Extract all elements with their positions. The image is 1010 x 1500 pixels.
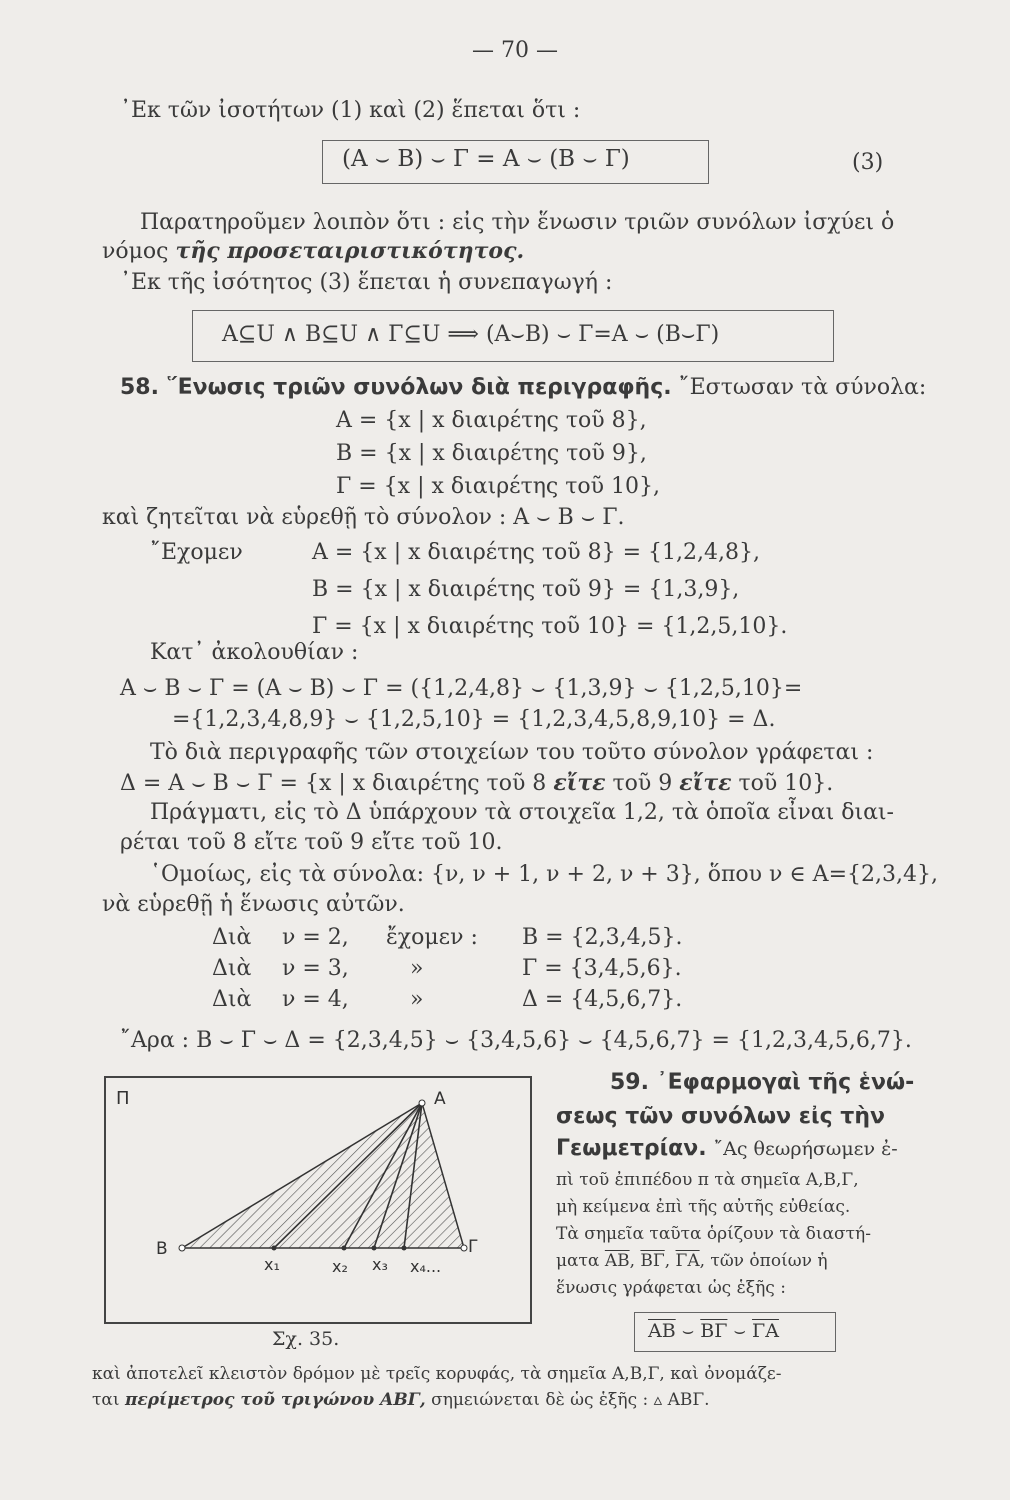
text-line: ματα $\overline{AB}$, $\overline{B\Gamma}$, $\overline{\Gamma A}$, τῶν ὁποίων ἡ [556, 1251, 828, 1271]
text-span: νόμος [102, 239, 176, 264]
text-line: Τὰ σημεῖα ταῦτα ὁρίζουν τὰ διαστή- [556, 1224, 871, 1244]
text-span: Δ = A ⌣ B ⌣ Γ = {x | x διαιρέτης τοῦ 8 [120, 771, 554, 796]
text-span: τοῦ 9 [605, 771, 680, 796]
point-A [419, 1100, 425, 1106]
point-x2 [342, 1246, 347, 1251]
res-B: B = {x | x διαιρέτης τοῦ 9} = {1,3,9}, [312, 577, 740, 602]
section-heading: Γεωμετρίαν. [556, 1136, 707, 1161]
segment-BG: $\overline{B\Gamma}$ [640, 1251, 665, 1271]
res-G: Γ = {x | x διαιρέτης τοῦ 10} = {1,2,5,10}. [312, 614, 788, 639]
text-line: ῾Ομοίως, εἰς τὰ σύνολα: {ν, ν + 1, ν + 2, ν + 3}, ὅπου ν ∈ A={2,3,4}, [150, 862, 938, 887]
union-line-2: ={1,2,3,4,8,9} ⌣ {1,2,5,10} = {1,2,3,4,5,8,9,10} = Δ. [172, 707, 776, 732]
formula-3: (A ⌣ B) ⌣ Γ = A ⌣ (B ⌣ Γ) [342, 146, 630, 172]
label-x1: x₁ [264, 1255, 280, 1274]
text-line [92, 1390, 710, 1410]
text-span: ῎Εχομεν [150, 540, 243, 565]
text-line: πὶ τοῦ ἐπιπέδου π τὰ σημεῖα A,B,Γ, [556, 1170, 859, 1190]
emphasis-text: περίμετρος τοῦ τριγώνου ABΓ, [124, 1390, 426, 1410]
union-operator: ⌣ [675, 1320, 701, 1342]
text-span: ῎Εστωσαν τὰ σύνολα: [678, 375, 927, 400]
text-line: ἕνωσις γράφεται ὡς ἑξῆς : [556, 1278, 786, 1298]
section-heading: 58. ῞Ενωσις τριῶν συνόλων διὰ περιγραφῆς. [120, 375, 672, 400]
text-span: , τῶν ὁποίων ἡ [699, 1251, 828, 1271]
union-operator: ⌣ [727, 1320, 753, 1342]
label-x2: x₂ [332, 1257, 348, 1276]
figure-caption: Σχ. 35. [272, 1328, 340, 1350]
figure-35 [104, 1076, 534, 1326]
dia-cond: ν = 2, [282, 925, 349, 950]
perigrafi-formula [120, 770, 833, 797]
text-line: ρέται τοῦ 8 εἴτε τοῦ 9 εἴτε τοῦ 10. [120, 830, 503, 855]
def-G: Γ = {x | x διαιρέτης τοῦ 10}, [336, 474, 661, 499]
label-A: A [434, 1089, 446, 1109]
text-line: ᾿Εκ τῆς ἰσότητος (3) ἕπεται ἡ συνεπαγωγή : [120, 270, 613, 295]
segment-BG: $\overline{B\Gamma}$ [700, 1320, 728, 1342]
section-heading: 59. ᾿Εφαρμογαὶ τῆς ἑνώ- [610, 1070, 915, 1095]
text-span: ματα [556, 1251, 605, 1271]
label-x3: x₃ [372, 1255, 388, 1274]
emphasis-text: τῆς προσεταιριστικότητος. [175, 238, 525, 264]
point-x3 [372, 1246, 377, 1251]
def-A: A = {x | x διαιρέτης τοῦ 8}, [336, 408, 647, 433]
segment-union-formula [648, 1320, 779, 1343]
label-plane: Π [116, 1088, 130, 1109]
section-59-line [556, 1136, 898, 1162]
text-line: καὶ ἀποτελεῖ κλειστὸν δρόμον μὲ τρεῖς κορυφάς, τὰ σημεῖα A,B,Γ, καὶ ὀνομάζε- [92, 1364, 782, 1384]
def-B: B = {x | x διαιρέτης τοῦ 9}, [336, 441, 647, 466]
dia-cond: ν = 4, [282, 987, 349, 1012]
label-B: B [156, 1239, 168, 1259]
dia-result: B = {2,3,4,5}. [522, 925, 683, 950]
text-line: νὰ εὑρεθῇ ἡ ἕνωσις αὐτῶν. [102, 892, 405, 917]
text-line: Παρατηροῦμεν λοιπὸν ὅτι : εἰς τὴν ἕνωσιν τριῶν συνόλων ἰσχύει ὁ [140, 210, 895, 235]
dia-cond: ν = 3, [282, 956, 349, 981]
formula-label: (3) [852, 150, 884, 175]
page-number: — 70 — [472, 38, 558, 63]
formula-implication: A⊆U ∧ B⊆U ∧ Γ⊆U ⟹ (A⌣B) ⌣ Γ=A ⌣ (B⌣Γ) [222, 322, 720, 347]
union-line-1: A ⌣ B ⌣ Γ = (A ⌣ B) ⌣ Γ = ({1,2,4,8} ⌣ {1,3,9} ⌣ {1,2,5,10}= [120, 676, 803, 701]
point-B [179, 1245, 185, 1251]
section-heading: σεως τῶν συνόλων εἰς τὴν [556, 1104, 885, 1129]
dia-mid: ἔχομεν : [386, 925, 478, 950]
segment-AB: $\overline{AB}$ [604, 1251, 630, 1271]
text-line: Πράγματι, εἰς τὸ Δ ὑπάρχουν τὰ στοιχεῖα 1,2, τὰ ὁποῖα εἶναι διαι- [150, 800, 894, 825]
text-span: τοῦ 10}. [731, 771, 834, 796]
text-span: σημειώνεται δὲ ὡς ἑξῆς : ▵ ABΓ. [425, 1390, 710, 1410]
emphasis-text: εἴτε [553, 770, 606, 796]
point-G [461, 1245, 467, 1251]
dia-lead: Διὰ [212, 956, 252, 981]
dia-mid: » [410, 956, 424, 981]
text-line: Τὸ διὰ περιγραφῆς τῶν στοιχείων του τοῦτο σύνολον γράφεται : [150, 740, 874, 765]
segment-GA: $\overline{\Gamma A}$ [675, 1251, 700, 1271]
text-line: μὴ κείμενα ἐπὶ τῆς αὐτῆς εὐθείας. [556, 1197, 851, 1217]
triangle [182, 1103, 464, 1248]
segment-GA: $\overline{\Gamma A}$ [752, 1320, 779, 1342]
dia-result: Γ = {3,4,5,6}. [522, 956, 682, 981]
section-58-line [120, 375, 926, 401]
text-line [102, 238, 524, 265]
text-line: ᾿Εκ τῶν ἰσοτήτων (1) καὶ (2) ἕπεται ὅτι : [120, 98, 581, 123]
dia-mid: » [410, 987, 424, 1012]
text-span: ται [92, 1390, 125, 1410]
text-span: ῎Ας θεωρήσωμεν ἐ- [713, 1138, 898, 1160]
label-x4: x₄... [410, 1257, 442, 1276]
dia-result: Δ = {4,5,6,7}. [522, 987, 683, 1012]
emphasis-text: εἴτε [679, 770, 732, 796]
text-line: καὶ ζητεῖται νὰ εὑρεθῇ τὸ σύνολον : A ⌣ B ⌣ Γ. [102, 505, 625, 530]
segment-AB: $\overline{AB}$ [648, 1320, 676, 1342]
point-x4 [402, 1246, 407, 1251]
label-G: Γ [468, 1237, 478, 1257]
dia-lead: Διὰ [212, 987, 252, 1012]
point-x1 [272, 1246, 277, 1251]
text-line: Κατ᾿ ἀκολουθίαν : [150, 640, 359, 665]
ara-line: ῎Αρα : B ⌣ Γ ⌣ Δ = {2,3,4,5} ⌣ {3,4,5,6} ⌣ {4,5,6,7} = {1,2,3,4,5,6,7}. [120, 1028, 912, 1053]
res-A: A = {x | x διαιρέτης τοῦ 8} = {1,2,4,8}, [312, 540, 761, 565]
dia-lead: Διὰ [212, 925, 252, 950]
